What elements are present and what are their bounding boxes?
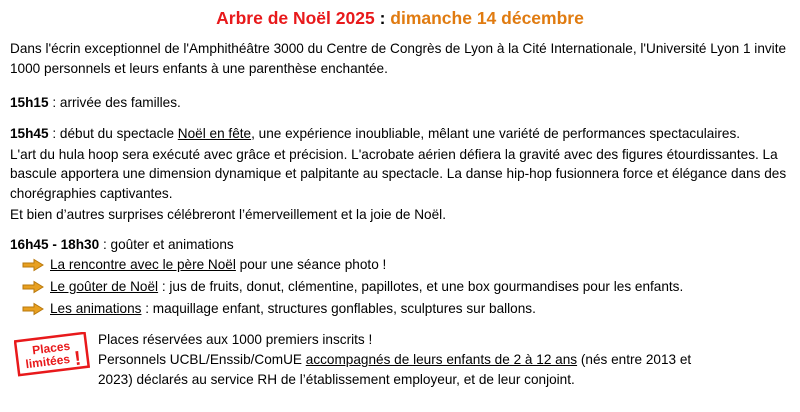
arrow-right-icon [22,302,44,316]
schedule-item-arrival [10,93,790,112]
arrow-right-icon [22,280,44,294]
schedule-time-3: 16h45 - 18h30 [10,237,100,253]
activity-text-3: : maquillage enfant, structures gonflables, sculptures sur ballons. [141,300,536,316]
schedule-sep-3: : [99,237,111,253]
list-item [10,278,790,297]
activity-text-2: : jus de fruits, donut, clémentine, papillotes, et une box gourmandises pour les enfants. [158,279,684,295]
activity-link-3[interactable]: Les animations [50,300,142,316]
spacer [10,84,790,93]
title-separator: : [374,8,391,28]
schedule-sep-2: : [48,125,60,141]
footer-line-2 [98,350,790,369]
schedule-sep-1: : [48,95,60,111]
footer-line-3: 2023) déclarés au service RH de l’établissement employeur, et de leur conjoint. [98,372,575,388]
show-name: Noël en fête [177,125,252,141]
title-date-text: dimanche 14 décembre [390,8,584,28]
spacer [10,226,790,235]
footer-line-2-pre: Personnels UCBL/Enssib/ComUE [98,352,306,368]
schedule-text-2: , une expérience inoubliable, mêlant une variété de performances spectaculaires. [251,125,741,141]
list-item [10,300,790,319]
intro-paragraph: Dans l'écrin exceptionnel de l'Amphithéâtre 3000 du Centre de Congrès de Lyon à la Cité Internationale, l'Université Lyon 1 invite 1000 personnels et leurs enfants à une parenthèse enchantée. [10,41,787,76]
schedule-text-3: goûter et animations [110,237,234,253]
activities-list [10,256,790,318]
flyer-page [0,8,800,412]
footer-line-2-post: (nés entre 2013 et [577,352,692,368]
show-description-2: Et bien d’autres surprises célébreront l’émerveillement et la joie de Noël. [10,206,446,222]
footer-section [10,330,790,390]
schedule-time-2: 15h45 [10,125,49,141]
show-description-1: L'art du hula hoop sera exécuté avec grâce et précision. L'acrobate aérien défiera la gravité avec des figures étourdissantes. La bascule apportera une dimension dynamique et palpitante au spectacle. La danse hip-hop fusionnera force et élégance dans des chorégraphies captivantes. [10,147,787,201]
schedule-lead-2: début du spectacle [59,125,178,141]
activity-link-1[interactable]: La rencontre avec le père Noël [50,257,236,273]
activity-text-1: pour une séance photo ! [235,257,387,273]
schedule-item-show [10,124,790,143]
footer-text [98,330,790,390]
limited-places-stamp-icon [14,332,90,378]
schedule-text-1: arrivée des familles. [59,95,181,111]
activity-link-2[interactable]: Le goûter de Noël [50,279,159,295]
svg-text:limitées: limitées [24,351,71,371]
spacer [10,115,790,124]
title-main-text: Arbre de Noël 2025 [216,8,375,28]
schedule-time-1: 15h15 [10,95,49,111]
svg-text:!: ! [73,347,83,370]
schedule-item-snack [10,235,790,254]
footer-line-1: Places réservées aux 1000 premiers inscrits ! [98,331,373,347]
footer-line-2-underlined: accompagnés de leurs enfants de 2 à 12 ans [305,352,578,368]
page-title [10,8,790,29]
arrow-right-icon [22,258,44,272]
svg-text:Places: Places [31,338,71,358]
list-item [10,256,790,275]
